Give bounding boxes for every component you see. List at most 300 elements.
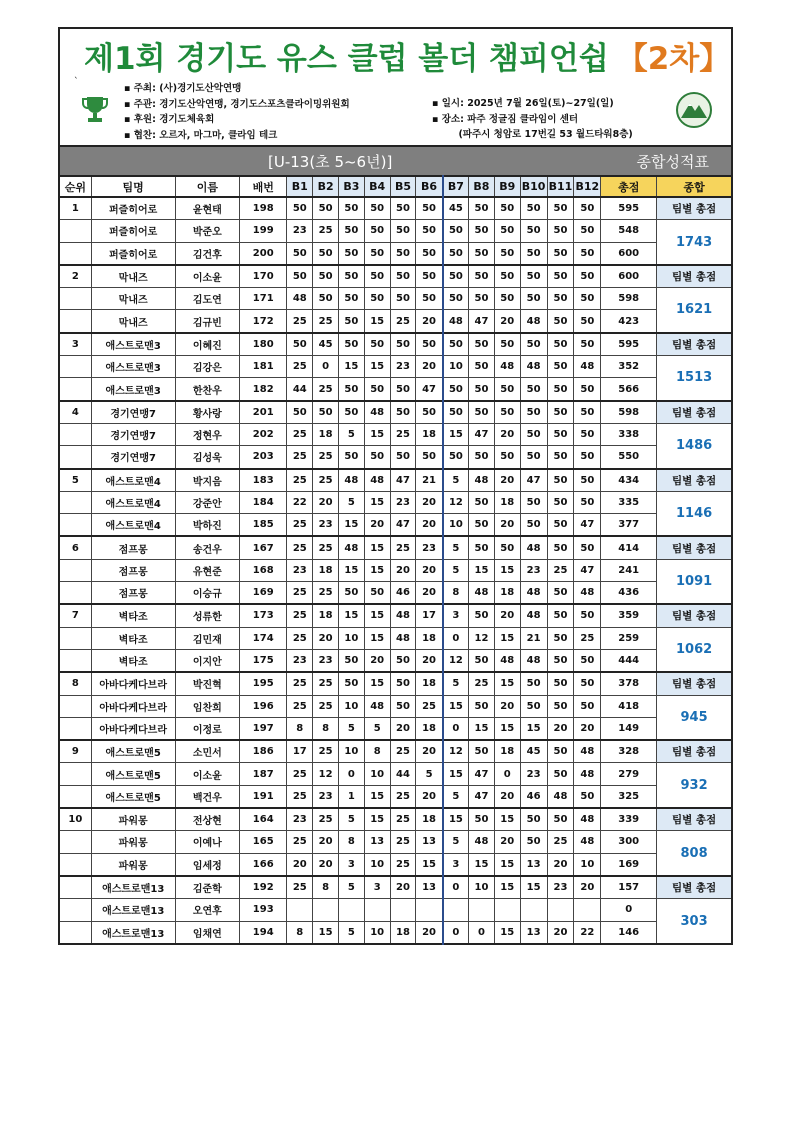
team-cell: 경기연맹7: [91, 401, 175, 424]
score-cell: 50: [547, 333, 574, 356]
score-cell: 18: [416, 423, 443, 445]
score-cell: 18: [390, 921, 416, 944]
score-cell: 5: [416, 763, 443, 785]
score-cell: 50: [338, 197, 364, 220]
score-cell: 50: [520, 333, 547, 356]
score-cell: 13: [416, 876, 443, 899]
score-cell: 50: [547, 491, 574, 513]
score-cell: 48: [390, 604, 416, 627]
bib-cell: 169: [240, 582, 287, 605]
total-cell: 300: [601, 831, 657, 853]
table-row: [59, 446, 732, 469]
bib-cell: 195: [240, 672, 287, 695]
score-cell: 23: [287, 808, 313, 831]
column-header: B2: [313, 176, 339, 197]
score-cell: 5: [338, 717, 364, 740]
score-cell: 50: [547, 695, 574, 717]
score-cell: 25: [287, 514, 313, 537]
score-cell: 50: [416, 446, 443, 469]
name-cell: 한찬우: [175, 378, 240, 401]
score-cell: 10: [338, 695, 364, 717]
score-cell: 50: [338, 333, 364, 356]
score-cell: 50: [574, 649, 601, 672]
team-total-value: 1062: [657, 627, 732, 672]
bib-cell: 173: [240, 604, 287, 627]
score-cell: 50: [520, 242, 547, 265]
team-cell: 벽타조: [91, 627, 175, 649]
team-total-label: 팀별 총점: [657, 333, 732, 356]
score-cell: 50: [313, 242, 339, 265]
score-cell: 12: [313, 763, 339, 785]
score-cell: 48: [364, 401, 390, 424]
table-row: [59, 514, 732, 537]
table-row: [59, 717, 732, 740]
results-table: [58, 175, 733, 945]
score-cell: 50: [364, 446, 390, 469]
score-cell: 50: [574, 220, 601, 242]
score-cell: 20: [494, 785, 520, 808]
total-cell: 0: [601, 899, 657, 921]
score-cell: 20: [574, 876, 601, 899]
score-cell: 50: [574, 536, 601, 559]
rank-cell: [59, 559, 91, 581]
score-cell: 25: [313, 469, 339, 492]
column-header: B9: [494, 176, 520, 197]
score-cell: 50: [313, 288, 339, 310]
score-cell: 47: [574, 559, 601, 581]
score-cell: 50: [547, 401, 574, 424]
score-cell: 50: [443, 333, 469, 356]
score-cell: 23: [520, 763, 547, 785]
team-cell: 아바다케다브라: [91, 672, 175, 695]
score-cell: 50: [287, 197, 313, 220]
score-cell: 48: [574, 356, 601, 378]
rank-cell: 6: [59, 536, 91, 559]
rank-cell: [59, 831, 91, 853]
score-cell: 20: [494, 831, 520, 853]
score-cell: 50: [390, 649, 416, 672]
total-cell: 335: [601, 491, 657, 513]
rank-cell: [59, 310, 91, 333]
score-cell: 50: [390, 695, 416, 717]
score-cell: [547, 899, 574, 921]
score-cell: 50: [547, 536, 574, 559]
score-cell: 50: [338, 672, 364, 695]
score-cell: 50: [494, 333, 520, 356]
score-cell: 13: [520, 921, 547, 944]
score-cell: 25: [287, 310, 313, 333]
score-cell: 23: [313, 514, 339, 537]
score-cell: 15: [364, 785, 390, 808]
name-cell: 유현준: [175, 559, 240, 581]
score-cell: 50: [547, 514, 574, 537]
tick-mark: `: [74, 77, 79, 87]
score-cell: 20: [494, 604, 520, 627]
score-cell: 21: [416, 469, 443, 492]
score-cell: 23: [390, 491, 416, 513]
score-cell: 50: [520, 220, 547, 242]
rank-cell: [59, 491, 91, 513]
score-cell: 50: [390, 333, 416, 356]
score-cell: 50: [364, 220, 390, 242]
score-cell: 50: [574, 695, 601, 717]
rank-cell: [59, 649, 91, 672]
score-cell: 18: [416, 808, 443, 831]
score-cell: 50: [390, 265, 416, 288]
score-cell: 48: [287, 288, 313, 310]
name-cell: 김민재: [175, 627, 240, 649]
score-cell: 50: [547, 627, 574, 649]
score-cell: 5: [443, 831, 469, 853]
score-cell: 50: [547, 288, 574, 310]
score-cell: 25: [313, 672, 339, 695]
team-total-label: 팀별 총점: [657, 197, 732, 220]
score-cell: 48: [520, 604, 547, 627]
category-bar: [58, 145, 733, 175]
score-cell: 50: [547, 378, 574, 401]
rank-cell: [59, 785, 91, 808]
name-cell: 백건우: [175, 785, 240, 808]
score-cell: 15: [494, 876, 520, 899]
column-header: B12: [574, 176, 601, 197]
score-cell: 25: [390, 831, 416, 853]
rank-cell: [59, 921, 91, 944]
score-cell: [338, 899, 364, 921]
name-cell: 김준학: [175, 876, 240, 899]
score-cell: 22: [287, 491, 313, 513]
score-cell: 8: [287, 717, 313, 740]
score-cell: 25: [287, 785, 313, 808]
column-header: B6: [416, 176, 443, 197]
score-cell: 25: [287, 627, 313, 649]
score-cell: 47: [469, 310, 495, 333]
table-row: [59, 627, 732, 649]
score-cell: 5: [443, 536, 469, 559]
score-cell: 12: [443, 740, 469, 763]
score-cell: 15: [416, 853, 443, 876]
score-cell: 50: [416, 197, 443, 220]
table-row: [59, 220, 732, 242]
score-cell: 15: [364, 310, 390, 333]
score-cell: 0: [443, 627, 469, 649]
score-cell: 50: [469, 401, 495, 424]
name-cell: 박진혁: [175, 672, 240, 695]
score-cell: 50: [416, 333, 443, 356]
score-cell: 15: [494, 672, 520, 695]
score-cell: 0: [443, 921, 469, 944]
info-line: ▪ 협찬: 오르자, 마그마, 클라임 테크: [124, 129, 278, 141]
rank-cell: [59, 220, 91, 242]
score-cell: 50: [364, 288, 390, 310]
rank-cell: [59, 899, 91, 921]
score-cell: 50: [494, 242, 520, 265]
score-cell: 50: [494, 378, 520, 401]
score-cell: 50: [494, 288, 520, 310]
rank-cell: [59, 695, 91, 717]
score-cell: 50: [469, 808, 495, 831]
score-cell: 50: [520, 265, 547, 288]
bib-cell: 181: [240, 356, 287, 378]
score-cell: 10: [574, 853, 601, 876]
bib-cell: 167: [240, 536, 287, 559]
total-cell: 339: [601, 808, 657, 831]
score-cell: 50: [390, 220, 416, 242]
score-cell: 45: [520, 740, 547, 763]
score-cell: 20: [416, 785, 443, 808]
score-cell: 25: [287, 763, 313, 785]
score-cell: 0: [338, 763, 364, 785]
score-cell: 50: [443, 401, 469, 424]
score-cell: 50: [287, 333, 313, 356]
score-cell: 0: [469, 921, 495, 944]
team-cell: 애스트로맨4: [91, 514, 175, 537]
info-line: ▪ 주최: (사)경기도산악연맹: [124, 83, 242, 94]
score-cell: 50: [494, 446, 520, 469]
score-cell: 50: [547, 242, 574, 265]
score-cell: 50: [469, 333, 495, 356]
total-cell: 328: [601, 740, 657, 763]
rank-cell: 3: [59, 333, 91, 356]
score-cell: 50: [338, 446, 364, 469]
table-header-row: [59, 176, 732, 197]
team-total-label: 팀별 총점: [657, 876, 732, 899]
score-cell: 48: [574, 831, 601, 853]
page-title: 제1회 경기도 유스 클럽 볼더 챔피언쉽 【2차】: [84, 41, 731, 77]
score-cell: 21: [520, 627, 547, 649]
score-cell: 50: [547, 808, 574, 831]
score-cell: 12: [443, 491, 469, 513]
score-cell: 50: [469, 740, 495, 763]
team-cell: 애스트로맨5: [91, 740, 175, 763]
team-cell: 막내즈: [91, 310, 175, 333]
team-cell: 경기연맹7: [91, 423, 175, 445]
score-cell: 5: [443, 469, 469, 492]
score-cell: 50: [338, 288, 364, 310]
rank-cell: 2: [59, 265, 91, 288]
score-cell: 25: [287, 582, 313, 605]
name-cell: 이혜진: [175, 333, 240, 356]
name-cell: 성류한: [175, 604, 240, 627]
score-cell: 23: [547, 876, 574, 899]
bib-cell: 171: [240, 288, 287, 310]
score-cell: 47: [390, 514, 416, 537]
score-cell: 48: [364, 695, 390, 717]
total-cell: 598: [601, 401, 657, 424]
score-cell: 15: [469, 717, 495, 740]
table-row: [59, 242, 732, 265]
name-cell: 김규빈: [175, 310, 240, 333]
score-cell: 50: [547, 423, 574, 445]
score-cell: 48: [364, 469, 390, 492]
score-cell: 5: [338, 808, 364, 831]
score-cell: 48: [338, 536, 364, 559]
score-cell: 48: [390, 627, 416, 649]
score-cell: 15: [364, 559, 390, 581]
score-cell: 50: [520, 197, 547, 220]
document-header: [58, 27, 733, 145]
score-cell: 23: [416, 536, 443, 559]
score-cell: 50: [574, 310, 601, 333]
score-cell: 50: [547, 763, 574, 785]
score-cell: 50: [390, 378, 416, 401]
score-cell: [469, 899, 495, 921]
score-cell: 50: [443, 265, 469, 288]
table-row: [59, 197, 732, 220]
score-cell: 25: [287, 446, 313, 469]
score-cell: 48: [520, 310, 547, 333]
score-cell: 50: [313, 401, 339, 424]
column-header: 총점: [601, 176, 657, 197]
score-cell: 48: [574, 808, 601, 831]
name-cell: 정현우: [175, 423, 240, 445]
score-cell: 50: [443, 288, 469, 310]
score-cell: 20: [390, 876, 416, 899]
score-cell: 48: [469, 831, 495, 853]
score-cell: 48: [520, 536, 547, 559]
score-cell: 50: [520, 446, 547, 469]
score-cell: 50: [416, 220, 443, 242]
bib-cell: 201: [240, 401, 287, 424]
name-cell: 송건우: [175, 536, 240, 559]
score-cell: 25: [574, 627, 601, 649]
score-cell: 50: [574, 469, 601, 492]
rank-cell: [59, 378, 91, 401]
table-row: [59, 378, 732, 401]
score-cell: 45: [313, 333, 339, 356]
score-cell: 25: [313, 378, 339, 401]
name-cell: 박하진: [175, 514, 240, 537]
score-cell: 50: [390, 197, 416, 220]
score-cell: 50: [364, 242, 390, 265]
score-cell: 50: [469, 446, 495, 469]
score-cell: 50: [574, 446, 601, 469]
bib-cell: 192: [240, 876, 287, 899]
score-cell: 50: [390, 401, 416, 424]
score-cell: 50: [494, 265, 520, 288]
score-cell: 50: [443, 378, 469, 401]
rank-cell: 1: [59, 197, 91, 220]
category-label: [U-13(초 5~6년)]: [268, 153, 393, 171]
team-cell: 애스트로맨13: [91, 899, 175, 921]
score-cell: 23: [287, 649, 313, 672]
score-cell: 12: [469, 627, 495, 649]
info-line: ▪ 일시: 2025년 7월 26일(토)~27일(일): [432, 98, 614, 109]
score-cell: 50: [574, 672, 601, 695]
score-cell: 8: [338, 831, 364, 853]
column-header: B4: [364, 176, 390, 197]
score-cell: 46: [390, 582, 416, 605]
bib-cell: 165: [240, 831, 287, 853]
score-cell: 3: [443, 853, 469, 876]
score-cell: 50: [338, 378, 364, 401]
score-cell: 50: [364, 582, 390, 605]
score-cell: 10: [338, 740, 364, 763]
column-header: 순위: [59, 176, 91, 197]
table-row: [59, 333, 732, 356]
total-cell: 169: [601, 853, 657, 876]
score-cell: 5: [338, 876, 364, 899]
score-cell: 25: [390, 740, 416, 763]
score-cell: 17: [416, 604, 443, 627]
score-cell: 50: [287, 242, 313, 265]
score-cell: 20: [416, 514, 443, 537]
score-cell: 10: [364, 921, 390, 944]
score-cell: 48: [494, 649, 520, 672]
score-cell: 23: [313, 785, 339, 808]
score-cell: 13: [364, 831, 390, 853]
score-cell: 25: [390, 423, 416, 445]
score-cell: 25: [313, 695, 339, 717]
total-cell: 146: [601, 921, 657, 944]
score-cell: 18: [416, 717, 443, 740]
score-cell: 15: [494, 853, 520, 876]
rank-cell: [59, 717, 91, 740]
score-cell: 50: [574, 604, 601, 627]
score-cell: 25: [287, 423, 313, 445]
score-cell: [364, 899, 390, 921]
score-cell: 50: [520, 378, 547, 401]
total-cell: 157: [601, 876, 657, 899]
bib-cell: 185: [240, 514, 287, 537]
rank-cell: [59, 853, 91, 876]
table-row: [59, 559, 732, 581]
name-cell: 이소윤: [175, 265, 240, 288]
score-cell: 50: [494, 197, 520, 220]
bib-cell: 203: [240, 446, 287, 469]
score-cell: 15: [469, 559, 495, 581]
score-cell: 25: [313, 808, 339, 831]
bib-cell: 197: [240, 717, 287, 740]
score-cell: 20: [494, 310, 520, 333]
score-cell: 25: [287, 604, 313, 627]
rank-cell: [59, 423, 91, 445]
score-cell: 20: [313, 491, 339, 513]
score-cell: 5: [338, 491, 364, 513]
score-cell: 48: [520, 649, 547, 672]
table-row: [59, 740, 732, 763]
score-cell: 48: [547, 785, 574, 808]
score-cell: 50: [574, 197, 601, 220]
score-cell: 50: [443, 446, 469, 469]
score-cell: 20: [364, 649, 390, 672]
score-cell: 20: [416, 491, 443, 513]
score-cell: 46: [520, 785, 547, 808]
score-cell: 10: [338, 627, 364, 649]
score-cell: 25: [287, 469, 313, 492]
score-cell: 50: [574, 401, 601, 424]
bib-cell: 200: [240, 242, 287, 265]
score-cell: 47: [416, 378, 443, 401]
name-cell: 이지안: [175, 649, 240, 672]
score-cell: 8: [443, 582, 469, 605]
total-cell: 444: [601, 649, 657, 672]
score-cell: 48: [574, 763, 601, 785]
team-cell: 애스트로맨13: [91, 876, 175, 899]
rank-cell: [59, 876, 91, 899]
table-row: [59, 469, 732, 492]
score-cell: 25: [287, 831, 313, 853]
score-cell: 50: [416, 265, 443, 288]
score-cell: 50: [520, 808, 547, 831]
total-cell: 423: [601, 310, 657, 333]
score-cell: 50: [338, 265, 364, 288]
results-sheet: [58, 27, 733, 945]
total-cell: 414: [601, 536, 657, 559]
table-row: [59, 356, 732, 378]
score-cell: 10: [443, 356, 469, 378]
score-cell: 47: [469, 785, 495, 808]
score-cell: 20: [416, 582, 443, 605]
